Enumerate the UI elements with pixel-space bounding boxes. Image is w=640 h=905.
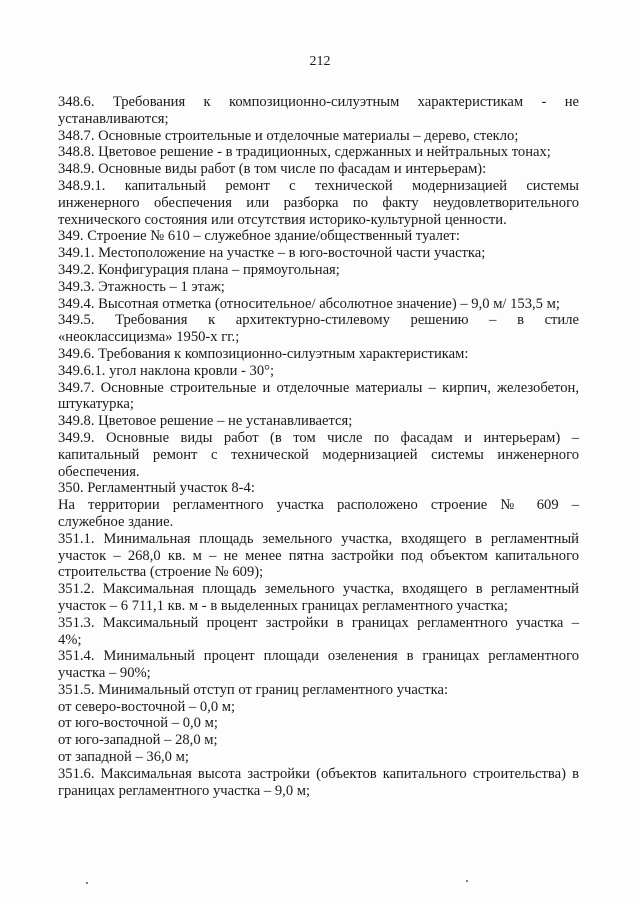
text-line: 349. Строение № 610 – служебное здание/общественный туалет: (58, 228, 460, 245)
text-line: 349.6.1. угол наклона кровли - 30°; (58, 362, 275, 379)
text-line: 4%; (58, 631, 82, 648)
text-line: 349.6. Требования к композиционно-силуэтным характеристикам: (58, 345, 469, 362)
text-line: 349.2. Конфигурация плана – прямоугольная; (58, 261, 340, 278)
document-body (58, 94, 579, 799)
text-line: 349.8. Цветовое решение – не устанавливается; (58, 413, 353, 430)
text-line: 349.3. Этажность – 1 этаж; (58, 278, 225, 295)
text-line: 349.1. Местоположение на участке – в юго-восточной части участка; (58, 245, 486, 262)
text-line: участок – 6 711,1 кв. м - в выделенных границах регламентного участка; (58, 597, 508, 614)
text-line: На территории регламентного участка расположено строение № 609 – (58, 497, 579, 514)
text-line: 351.6. Максимальная высота застройки (объектов капитального строительства) в (58, 765, 579, 782)
text-line: границах регламентного участка – 9,0 м; (58, 782, 311, 799)
text-line: инженерного обеспечения или разборка по факту неудовлетворительного (58, 194, 579, 211)
scan-speck (86, 882, 88, 884)
text-line: от северо-восточной – 0,0 м; (58, 698, 236, 715)
text-line: штукатурка; (58, 396, 134, 413)
text-line: технического состояния или отсутствия историко-культурной ценности. (58, 211, 507, 228)
text-line: капитальный ремонт с технической модернизацией системы инженерного (58, 446, 579, 463)
page-number: 212 (309, 54, 331, 69)
text-line: 348.6. Требования к композиционно-силуэтным характеристикам - не (58, 94, 579, 110)
text-line: 349.5. Требования к архитектурно-стилевому решению – в стиле (58, 312, 579, 329)
text-line: 348.7. Основные строительные и отделочные материалы – дерево, стекло; (58, 127, 519, 144)
text-line: участка – 90%; (58, 665, 151, 682)
text-line: 349.9. Основные виды работ (в том числе по фасадам и интерьерам) – (58, 429, 579, 446)
text-line: 351.4. Минимальный процент площади озеленения в границах регламентного (58, 648, 579, 665)
text-line: 350. Регламентный участок 8-4: (58, 480, 255, 497)
text-line: 351.1. Минимальная площадь земельного участка, входящего в регламентный (58, 530, 579, 547)
text-line: 348.9.1. капитальный ремонт с технической модернизацией системы (58, 177, 579, 194)
text-line: служебное здание. (58, 513, 174, 530)
text-line: 351.3. Максимальный процент застройки в границах регламентного участка – (58, 614, 579, 631)
text-line: устанавливаются; (58, 110, 169, 127)
text-line: строительства (строение № 609); (58, 564, 264, 581)
text-line: 348.8. Цветовое решение - в традиционных, сдержанных и нейтральных тонах; (58, 144, 551, 161)
text-line: участок – 268,0 кв. м – не менее пятна застройки под объектом капитального (58, 547, 579, 564)
text-line: 349.4. Высотная отметка (относительное/ абсолютное значение) – 9,0 м/ 153,5 м; (58, 295, 560, 312)
text-line: от юго-западной – 28,0 м; (58, 732, 218, 749)
text-line: 348.9. Основные виды работ (в том числе по фасадам и интерьерам): (58, 161, 487, 178)
text-line: 349.7. Основные строительные и отделочные материалы – кирпич, железобетон, (58, 379, 579, 396)
text-line: «неоклассицизма» 1950-х гг.; (58, 329, 240, 346)
text-line: 351.2. Максимальная площадь земельного участка, входящего в регламентный (58, 581, 579, 598)
text-line: 351.5. Минимальный отступ от границ регламентного участка: (58, 681, 449, 698)
scan-speck (466, 880, 468, 882)
text-line: от западной – 36,0 м; (58, 749, 189, 766)
text-line: обеспечения. (58, 463, 140, 480)
text-line: от юго-восточной – 0,0 м; (58, 715, 218, 732)
